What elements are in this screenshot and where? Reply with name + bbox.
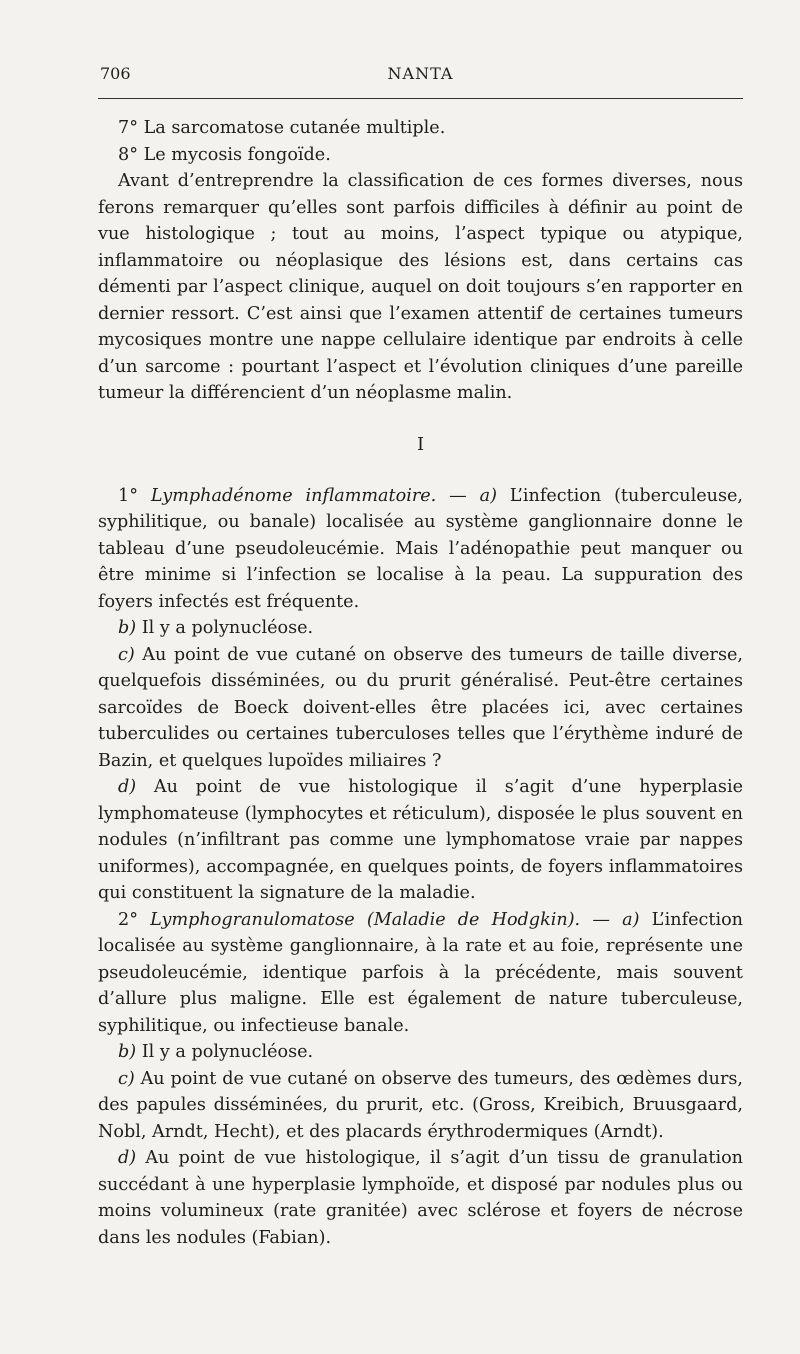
list-item-7: 7° La sarcomatose cutanée multiple. [118,118,446,138]
lymphogranulomatose-a-label: a) [622,909,640,930]
running-head: NANTA [387,64,454,83]
lymphogranulomatose-a-text: L’infection localisée au système ganglionnaire, à la rate et au foie, représente une pseudoleucémie, identique parfois à la précédente, mais souvent d’allure plus maligne. Elle est également de nature tuberculeuse, syphilitique, ou infectieuse banale. [98,909,744,1036]
lymphogranulomatose-b-text: Il y a polynucléose. [136,1042,314,1062]
section-heading: I [416,433,425,455]
lymphogranulomatose-a [98,907,743,1040]
page-number: 706 [100,64,131,83]
lymphadenome-number: 1° [118,485,138,506]
lymphadenome-title: Lymphadénome inflammatoire. [150,485,437,506]
lymphadenome-c [98,642,743,775]
lymphadenome-b-text: Il y a polynucléose. [136,618,314,638]
lymphogranulomatose-number: 2° [118,909,138,930]
lymphogranulomatose-d-text: Au point de vue histologique, il s’agit d’un tissu de granulation succédant à une hyperplasie lymphoïde, et disposé par nodules plus ou moins volumineux (rate granitée) avec sclérose et foyers de nécrose dans les nodules (Fabian). [98,1148,743,1248]
lymphadenome-c-text: Au point de vue cutané on observe des tumeurs de taille diverse, quelquefois disséminées, ou du prurit généralisé. Peut-être certaines sarcoïdes de Boeck doivent-elles être placées ici, avec certaines tuberculides ou certaines tuberculoses telles que l’érythème induré de Bazin, et quelques lupoïdes miliaires ? [98,644,743,771]
lymphadenome-b [98,615,743,642]
lymphadenome-a-text: L’infection (tuberculeuse, syphilitique, ou banale) localisée au système ganglionnaire donne le tableau d’une pseudoleucémie. Mais l’adénopathie peut manquer ou être minime si l’infection se localise à la peau. La suppuration des foyers infectés est fréquente. [98,485,744,612]
body-text [98,115,743,1251]
lymphadenome-c-label: c) [118,644,135,665]
lymphogranulomatose-dash: — [580,909,623,930]
lymphogranulomatose-b-label: b) [118,1042,137,1062]
lymphogranulomatose-d [98,1145,743,1251]
lymphadenome-d-text: Au point de vue histologique il s’agit d’une hyperplasie lymphomateuse (lymphocytes et réticulum), disposée le plus souvent en nodules (n’infiltrant pas comme une lymphomatose vraie par nappes uniformes), accompagnée, en quelques points, de foyers inflammatoires qui constituent la signature de la maladie. [98,777,743,903]
intro-paragraph: Avant d’entreprendre la classification de ces formes diverses, nous ferons remarquer qu’elles sont parfois difficiles à définir au point de vue histologique ; tout au moins, l’aspect typique ou atypique, inflammatoire ou néoplasique des lésions est, dans certains cas démenti par l’aspect clinique, auquel on doit toujours s’en rapporter en dernier ressort. C’est ainsi que l’examen attentif de certaines tumeurs mycosiques montre une nappe cellulaire identique par endroits à celle d’un sarcome : pourtant l’aspect et l’évolution cliniques d’une pareille tumeur la différencient d’un néoplasme malin. [98,171,743,403]
lymphogranulomatose-title: Lymphogranulomatose (Maladie de Hodgkin). [150,909,581,930]
lymphogranulomatose-c [98,1066,743,1146]
lymphogranulomatose-d-label: d) [118,1148,137,1168]
lymphadenome-d-label: d) [118,777,137,797]
lymphadenome-a [98,483,743,616]
lymphadenome-d [98,774,743,907]
lymphogranulomatose-b [98,1039,743,1066]
lymphadenome-b-label: b) [118,618,137,638]
lymphadenome-a-label: a) [479,485,497,506]
lymphogranulomatose-c-text: Au point de vue cutané on observe des tumeurs, des œdèmes durs, des papules disséminées, du prurit, etc. (Gross, Kreibich, Bruusgaard, Nobl, Arndt, Hecht), et des placards érythrodermiques (Arndt). [98,1068,743,1142]
header-rule [98,98,743,99]
page-header [98,64,743,88]
list-item-8: 8° Le mycosis fongoïde. [118,144,331,165]
lymphogranulomatose-c-label: c) [118,1068,135,1089]
lymphadenome-dash: — [436,485,480,506]
